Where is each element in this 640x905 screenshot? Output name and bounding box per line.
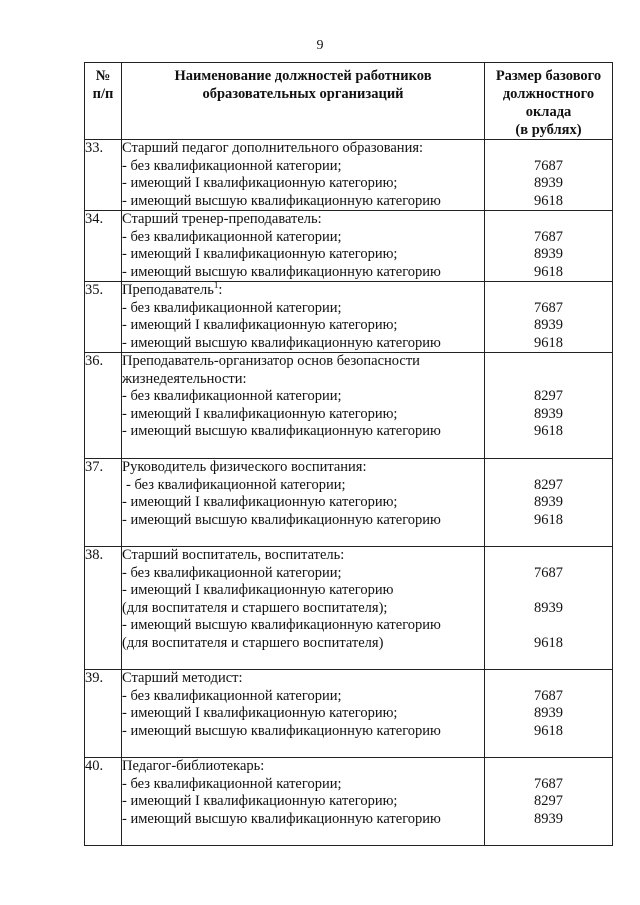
position-title-text: Преподаватель — [122, 282, 214, 298]
category-item: - без квалификационной категории; — [122, 299, 342, 316]
row-number: 38. — [85, 547, 122, 670]
header-position-name — [122, 63, 485, 140]
page-number: 9 — [316, 38, 324, 53]
salary-cell — [485, 459, 613, 547]
salary-value: 8939 — [534, 810, 563, 827]
category-item: - имеющий высшую квалификационную категорию — [122, 334, 441, 351]
salary-value: 7687 — [534, 564, 563, 581]
salary-value: 8297 — [534, 793, 563, 809]
category-item: - имеющий высшую квалификационную категорию — [122, 423, 441, 439]
position-cell — [122, 282, 485, 353]
salary-value: 8939 — [534, 705, 563, 721]
salary-value: 9618 — [534, 334, 563, 351]
category-item: - без квалификационной категории; — [122, 228, 342, 245]
category-item: (для воспитателя и старшего воспитателя); — [122, 599, 388, 616]
position-title: Преподаватель-организатор основ безопасности — [122, 353, 420, 369]
position-title: Старший тренер-преподаватель: — [122, 211, 322, 227]
position-cell — [122, 670, 485, 758]
salary-cell — [485, 758, 613, 846]
salary-value: 7687 — [534, 228, 563, 245]
position-title-suffix: : — [218, 282, 223, 298]
table-row — [85, 211, 613, 282]
position-cell — [122, 353, 485, 459]
footnote-marker: 1 — [213, 282, 219, 291]
position-cell — [122, 547, 485, 670]
salary-value: 8939 — [534, 494, 563, 510]
position-title: Старший воспитатель, воспитатель: — [122, 547, 345, 563]
position-title: Педагог-библиотекарь: — [122, 758, 265, 774]
category-item: - имеющий высшую квалификационную категорию — [122, 511, 441, 528]
salary-value: 7687 — [534, 157, 563, 174]
category-item: - имеющий высшую квалификационную категорию — [122, 192, 441, 209]
position-cell — [122, 459, 485, 547]
salary-value: 7687 — [534, 299, 563, 316]
row-number: 40. — [85, 758, 122, 846]
salary-cell — [485, 670, 613, 758]
salary-cell — [485, 211, 613, 282]
category-item: - без квалификационной категории; — [122, 157, 342, 174]
category-item: - без квалификационной категории; — [122, 564, 342, 581]
table-header-row — [85, 63, 613, 140]
position-cell — [122, 211, 485, 282]
header-num-line: № — [95, 68, 111, 84]
position-title: Руководитель физического воспитания: — [122, 459, 367, 475]
category-item: - имеющий высшую квалификационную категорию — [122, 617, 441, 633]
row-number: 34. — [85, 211, 122, 282]
position-cell — [122, 140, 485, 211]
row-number: 39. — [85, 670, 122, 758]
position-title: Старший методист: — [122, 670, 243, 686]
table-row — [85, 282, 613, 353]
table-row — [85, 353, 613, 459]
category-item: - имеющий I квалификационную категорию; — [122, 494, 398, 510]
category-item: - имеющий I квалификационную категорию; — [122, 175, 398, 191]
header-salary-line: должностного — [502, 86, 595, 102]
salary-cell — [485, 282, 613, 353]
category-item: - имеющий высшую квалификационную категорию — [122, 263, 441, 280]
category-item: - имеющий I квалификационную категорию — [122, 582, 394, 598]
row-number: 37. — [85, 459, 122, 547]
category-item: - имеющий I квалификационную категорию; — [122, 793, 398, 809]
salary-value: 8939 — [534, 246, 563, 262]
header-name-line: Наименование должностей работников — [174, 68, 432, 84]
table-row — [85, 547, 613, 670]
position-title: Старший педагог дополнительного образования: — [122, 140, 424, 156]
salary-value: 9618 — [534, 192, 563, 209]
salary-value: 7687 — [534, 775, 563, 792]
header-salary-line: (в рублях) — [515, 122, 582, 138]
salary-value: 8939 — [534, 405, 563, 422]
header-salary-line: оклада — [525, 104, 572, 120]
position-title — [122, 282, 484, 300]
row-number: 36. — [85, 353, 122, 459]
salary-value: 8297 — [534, 476, 563, 493]
salary-value: 8297 — [534, 388, 563, 404]
category-item: - имеющий I квалификационную категорию; — [122, 705, 398, 721]
table-row — [85, 459, 613, 547]
category-item: - без квалификационной категории; — [122, 775, 342, 792]
position-title: жизнедеятельности: — [122, 370, 247, 387]
salary-value: 8939 — [534, 599, 563, 616]
salary-cell — [485, 140, 613, 211]
table-row — [85, 670, 613, 758]
category-item: - имеющий I квалификационную категорию; — [122, 317, 398, 333]
salary-cell — [485, 353, 613, 459]
category-item: (для воспитателя и старшего воспитателя) — [122, 634, 384, 651]
category-item: - имеющий I квалификационную категорию; — [122, 405, 398, 422]
salary-value: 7687 — [534, 687, 563, 704]
header-salary-line: Размер базового — [495, 68, 602, 84]
header-name-line: образовательных организаций — [202, 86, 404, 102]
salary-value: 9618 — [534, 634, 563, 651]
position-cell — [122, 758, 485, 846]
salary-value: 8939 — [534, 175, 563, 191]
salary-table — [84, 62, 613, 846]
table-row — [85, 758, 613, 846]
row-number: 35. — [85, 282, 122, 353]
header-num-line: п/п — [92, 86, 114, 102]
header-base-salary — [485, 63, 613, 140]
salary-value: 9618 — [534, 722, 563, 739]
salary-cell — [485, 547, 613, 670]
category-item: - без квалификационной категории; — [122, 388, 342, 404]
header-num — [85, 63, 122, 140]
category-item: - имеющий высшую квалификационную категорию — [122, 810, 441, 827]
category-item: - без квалификационной категории; — [122, 687, 342, 704]
table-row — [85, 140, 613, 211]
salary-value: 9618 — [534, 423, 563, 439]
salary-value: 8939 — [534, 317, 563, 333]
category-item: - имеющий I квалификационную категорию; — [122, 246, 398, 262]
row-number: 33. — [85, 140, 122, 211]
salary-value: 9618 — [534, 263, 563, 280]
category-item: - имеющий высшую квалификационную категорию — [122, 722, 441, 739]
salary-value: 9618 — [534, 511, 563, 528]
category-item: - без квалификационной категории; — [126, 476, 346, 493]
